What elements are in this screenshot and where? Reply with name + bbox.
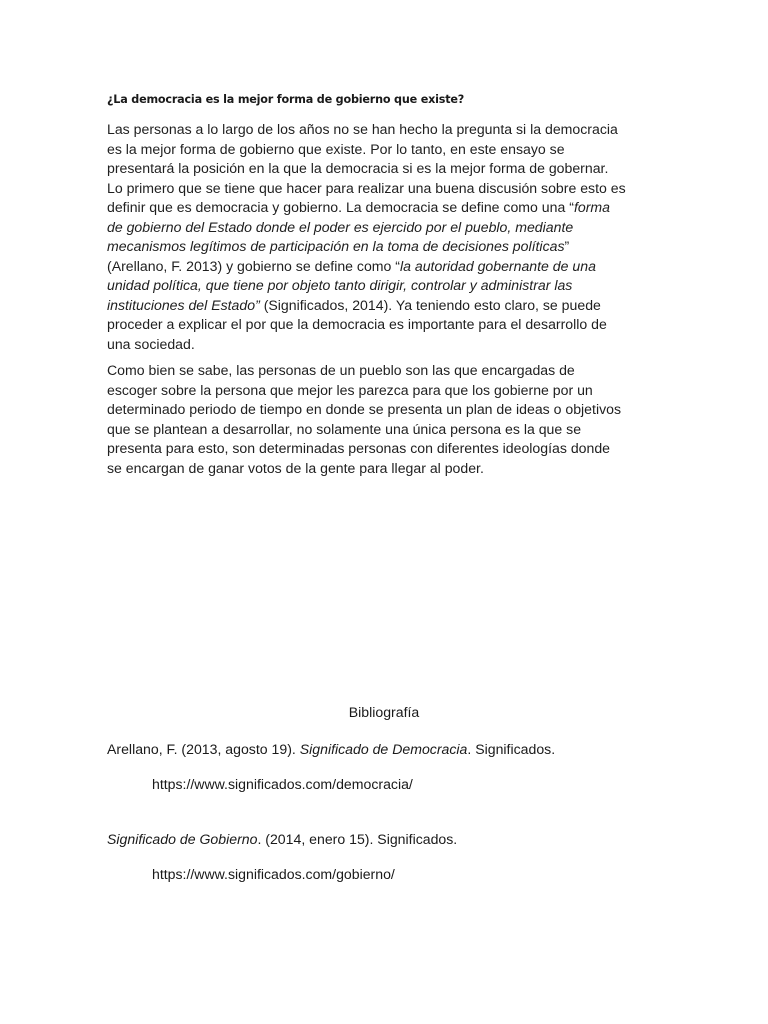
quote-italic: mecanismos legítimos de participación en la toma de decisiones políticas <box>107 238 565 254</box>
quote-italic: la autoridad gobernante de una <box>400 257 596 274</box>
quote-italic: instituciones del Estado” <box>107 296 260 313</box>
paragraph-1-line <box>107 276 667 296</box>
paragraph-2-line: se encargan de ganar votos de la gente para llegar al poder. <box>107 459 484 476</box>
paragraph-1-line: es la mejor forma de gobierno que existe. Por lo tanto, en este ensayo se <box>107 140 565 157</box>
paragraph-2-line: Como bien se sabe, las personas de un pueblo son las que encargadas de <box>107 362 575 378</box>
paragraph-1-line <box>107 257 667 277</box>
entry-title: Significado de Democracia <box>299 741 468 757</box>
paragraph-2-line: que se plantean a desarrollar, no solamente una única persona es la que se <box>107 420 582 437</box>
paragraph-1 <box>107 120 667 354</box>
paragraph-1-line: Lo primero que se tiene que hacer para realizar una buena discusión sobre esto es <box>107 179 626 196</box>
bibliography-heading: Bibliografía <box>348 704 420 720</box>
bibliography-url[interactable]: https://www.significados.com/gobierno/ <box>152 866 395 882</box>
paragraph-2-line: escoger sobre la persona que mejor les parezca para que los gobierne por un <box>107 381 593 398</box>
bibliography-url[interactable]: https://www.significados.com/democracia/ <box>152 776 413 792</box>
paragraph-1-line: una sociedad. <box>107 335 195 352</box>
bibliography-entry <box>107 741 555 757</box>
paragraph-1-line: Las personas a lo largo de los años no se han hecho la pregunta si la democracia <box>107 121 618 137</box>
entry-author-date: Arellano, F. (2013, agosto 19). <box>107 741 300 757</box>
entry-title: Significado de Gobierno <box>107 831 258 847</box>
text-run: (Significados, 2014). Ya teniendo esto claro, se puede <box>259 296 601 313</box>
paragraph-1-line <box>107 237 667 257</box>
entry-date-publisher: . (2014, enero 15). Significados. <box>257 831 458 847</box>
paragraph-1-line <box>107 296 667 316</box>
entry-publisher: . Significados. <box>467 741 556 757</box>
paragraph-2-line: determinado periodo de tiempo en donde se presenta un plan de ideas o objetivos <box>107 401 622 417</box>
text-run: definir que es democracia y gobierno. La democracia se define como una “ <box>107 199 574 215</box>
paragraph-2 <box>107 361 667 478</box>
paragraph-1-line <box>107 198 667 218</box>
text-run: (Arellano, F. 2013) y gobierno se define como “ <box>107 257 400 274</box>
paragraph-1-line: proceder a explicar el por que la democracia es importante para el desarrollo de <box>107 316 607 332</box>
quote-italic: unidad política, que tiene por objeto tanto dirigir, controlar y administrar las <box>107 277 573 293</box>
paragraph-2-line: presenta para esto, son determinadas personas con diferentes ideologías donde <box>107 440 611 456</box>
text-run: ” <box>564 238 570 254</box>
quote-italic: forma <box>573 199 610 215</box>
bibliography-entry <box>107 831 457 847</box>
paragraph-1-line: presentará la posición en la que la democracia si es la mejor forma de gobernar. <box>107 160 609 176</box>
quote-italic: de gobierno del Estado donde el poder es ejercido por el pueblo, mediante <box>107 218 574 235</box>
essay-title: ¿La democracia es la mejor forma de gobierno que existe? <box>107 93 465 106</box>
paragraph-1-line <box>107 218 667 238</box>
